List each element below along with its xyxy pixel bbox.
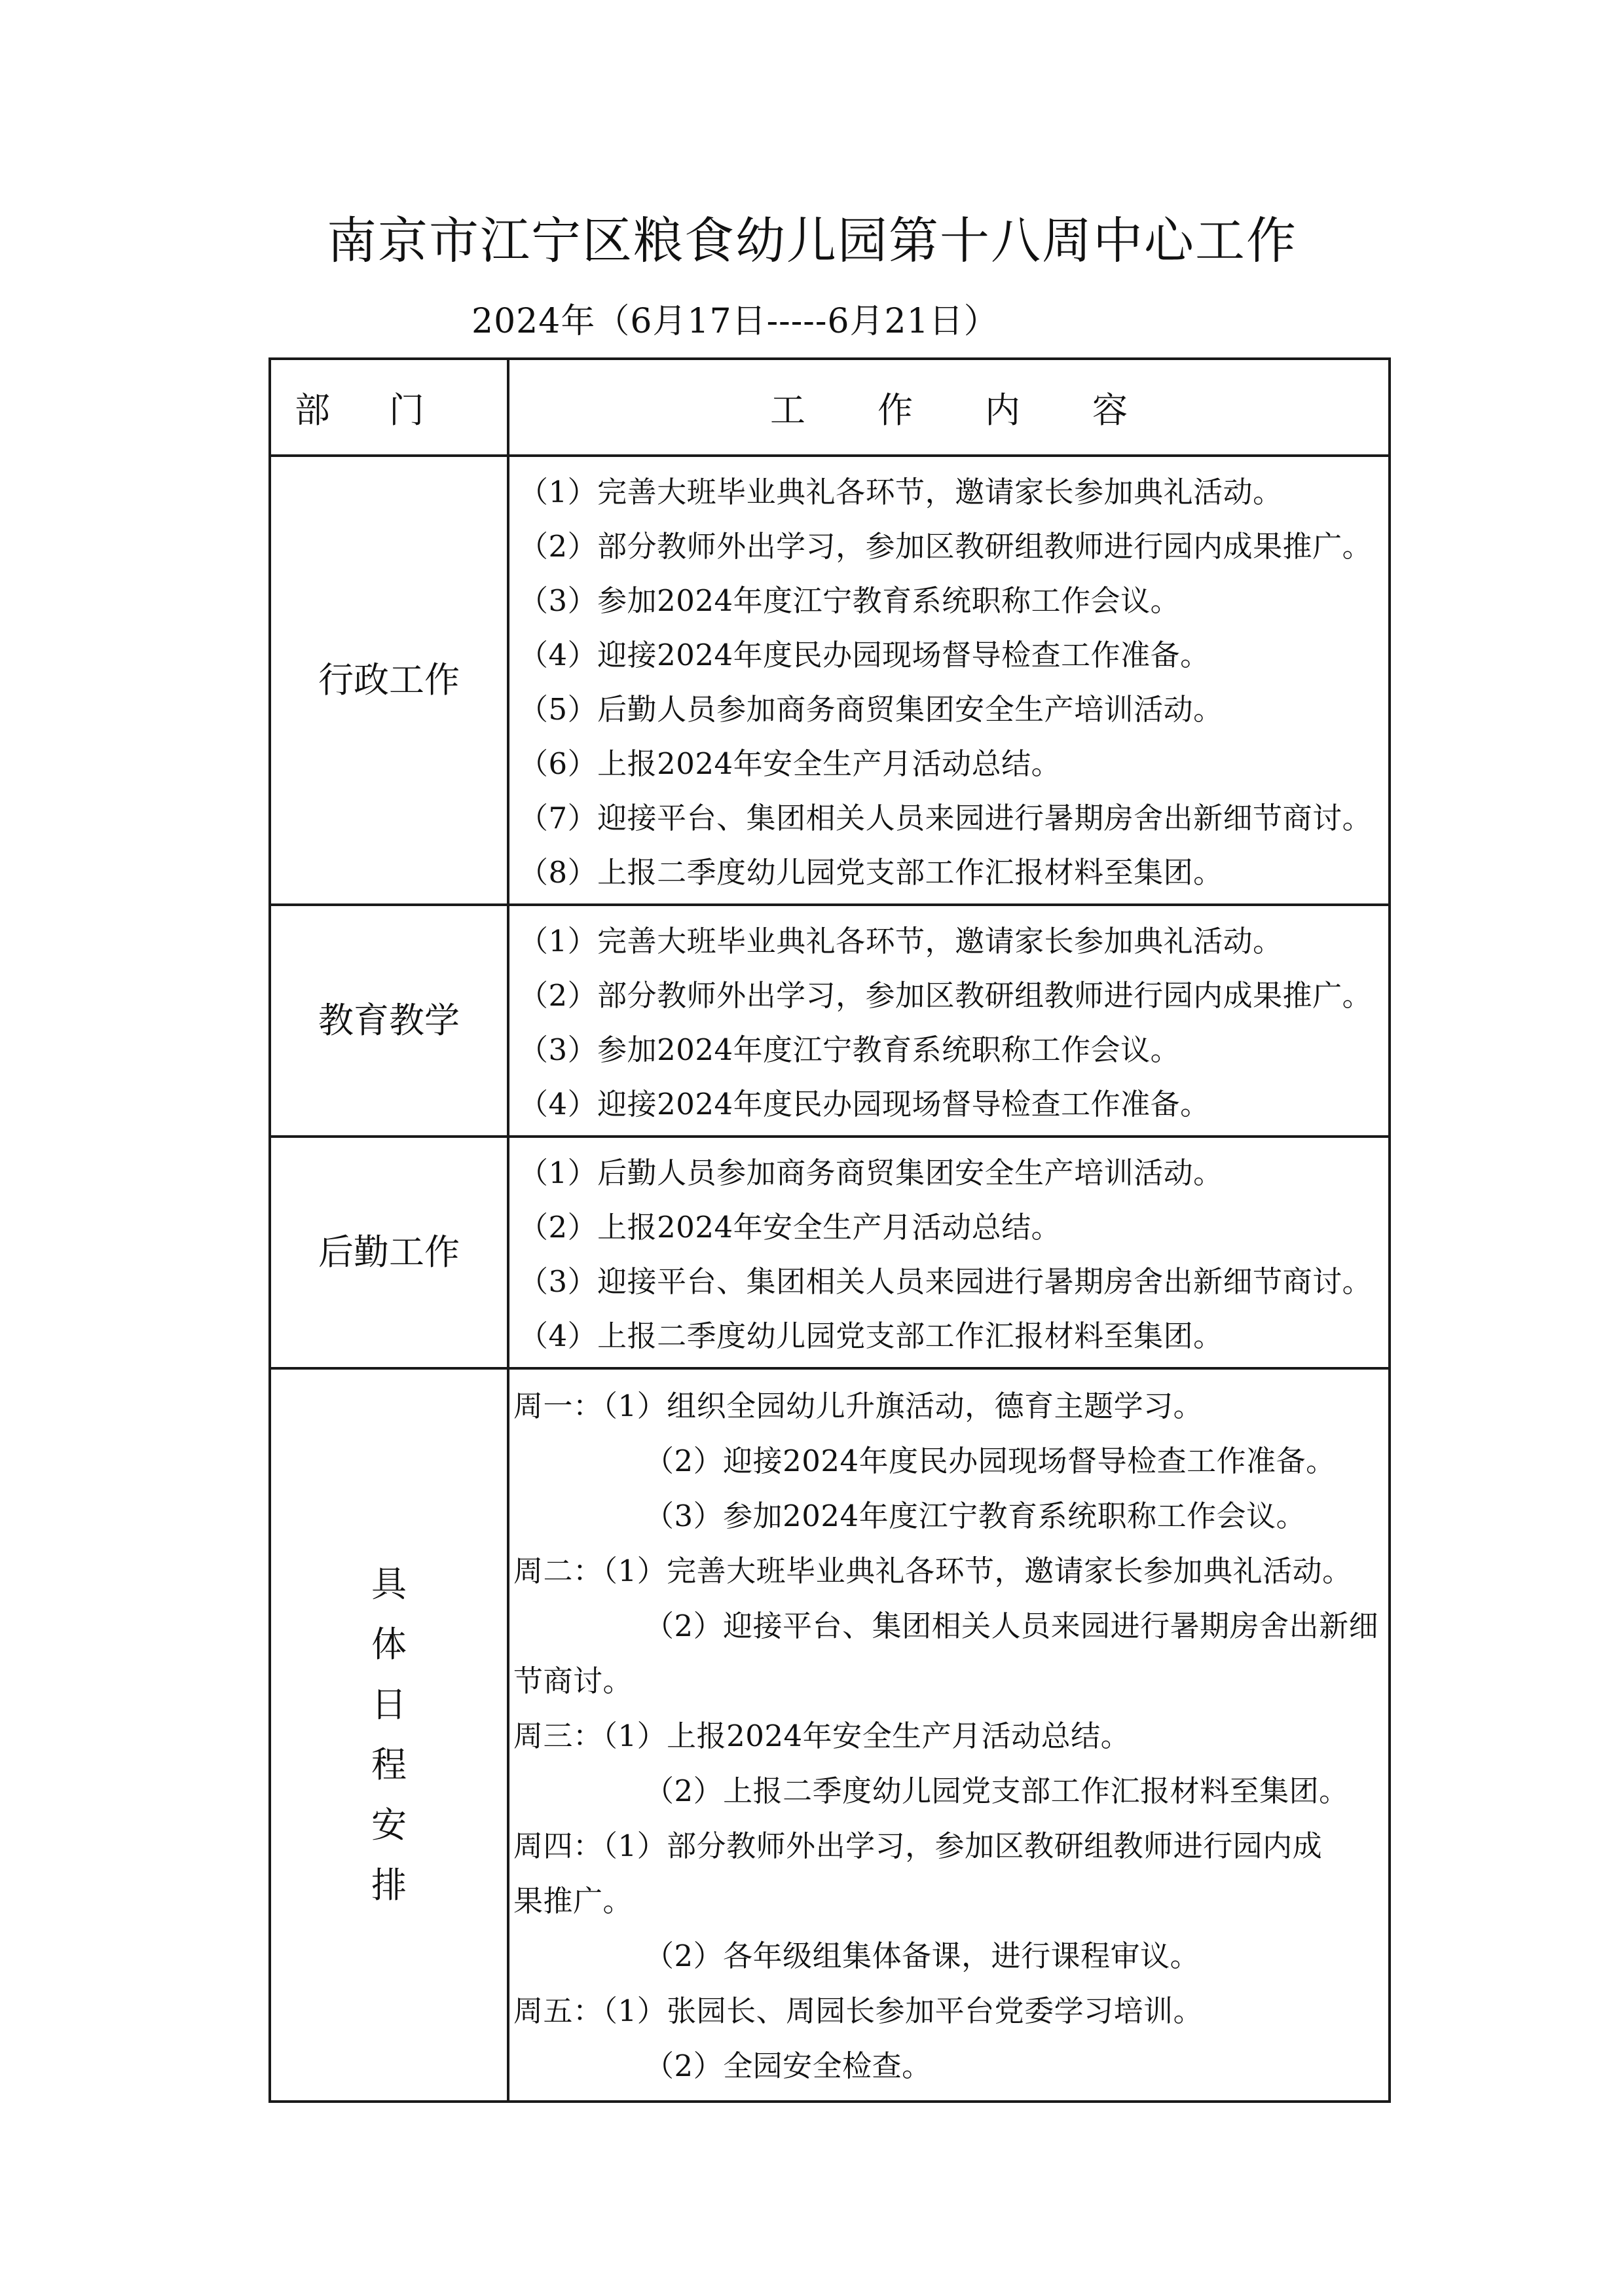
schedule-line: （2）各年级组集体备课，进行课程审议。 [644,1939,1200,1973]
table-row-logistics [270,1137,1390,1368]
schedule-line: （2）全园安全检查。 [644,2049,932,2083]
table-row-admin [270,456,1390,905]
list-item: （3）参加2024年度江宁教育系统职称工作会议。 [519,583,1181,618]
schedule-line: 周一：（1）组织全园幼儿升旗活动，德育主题学习。 [513,1389,1204,1423]
table-row-schedule [270,1368,1390,2102]
dept-schedule-char: 排 [371,1865,407,1906]
dept-schedule-char: 体 [371,1624,407,1665]
dept-schedule-char: 日 [371,1684,407,1725]
list-item: （5）后勤人员参加商务商贸集团安全生产培训活动。 [519,692,1223,727]
document-title: 南京市江宁区粮食幼儿园第十八周中心工作 [327,211,1297,270]
work-plan-table [268,357,1391,2103]
schedule-line: 周五：（1）张园长、周园长参加平台党委学习培训。 [513,1994,1204,2028]
dept-schedule-char: 程 [371,1744,407,1785]
schedule-line: 周三：（1）上报2024年安全生产月活动总结。 [513,1719,1131,1753]
schedule-line: 周四：（1）部分教师外出学习，参加区教研组教师进行园内成 [513,1829,1323,1863]
schedule-line: （2）迎接平台、集团相关人员来园进行暑期房舍出新细 [644,1609,1379,1643]
dept-schedule-char: 安 [371,1804,407,1846]
list-item: （2）上报2024年安全生产月活动总结。 [519,1210,1061,1245]
dept-schedule-char: 具 [371,1563,407,1605]
items-education [508,905,1390,1137]
table-row-education [270,905,1390,1137]
table-header-row [270,359,1390,456]
list-item: （2）部分教师外出学习，参加区教研组教师进行园内成果推广。 [519,529,1373,564]
list-item: （1）完善大班毕业典礼各环节，邀请家长参加典礼活动。 [519,475,1283,509]
dept-education: 教育教学 [270,905,508,1137]
schedule-line: 果推广。 [513,1884,633,1918]
list-item: （6）上报2024年安全生产月活动总结。 [519,746,1061,781]
list-item: （3）迎接平台、集团相关人员来园进行暑期房舍出新细节商讨。 [519,1264,1373,1299]
list-item: （4）迎接2024年度民办园现场督导检查工作准备。 [519,1087,1210,1121]
items-logistics [508,1137,1390,1368]
items-admin [508,456,1390,905]
dept-logistics: 后勤工作 [270,1137,508,1368]
dept-admin: 行政工作 [270,456,508,905]
document-date-range: 2024年（6月17日-----6月21日） [471,302,999,341]
schedule-line: 节商讨。 [513,1664,633,1698]
list-item: （7）迎接平台、集团相关人员来园进行暑期房舍出新细节商讨。 [519,801,1373,835]
schedule-line: （2）迎接2024年度民办园现场督导检查工作准备。 [644,1444,1336,1478]
list-item: （4）迎接2024年度民办园现场督导检查工作准备。 [519,638,1210,672]
list-item: （2）部分教师外出学习，参加区教研组教师进行园内成果推广。 [519,978,1373,1013]
schedule-line: 周二：（1）完善大班毕业典礼各环节，邀请家长参加典礼活动。 [513,1554,1352,1588]
schedule-line: （2）上报二季度幼儿园党支部工作汇报材料至集团。 [644,1774,1349,1808]
list-item: （3）参加2024年度江宁教育系统职称工作会议。 [519,1032,1181,1067]
list-item: （1）完善大班毕业典礼各环节，邀请家长参加典礼活动。 [519,924,1283,958]
header-dept: 部门 [270,359,508,456]
schedule-line: （3）参加2024年度江宁教育系统职称工作会议。 [644,1499,1306,1533]
dept-schedule [270,1368,508,2102]
list-item: （8）上报二季度幼儿园党支部工作汇报材料至集团。 [519,855,1223,890]
schedule-content [508,1368,1390,2102]
list-item: （1）后勤人员参加商务商贸集团安全生产培训活动。 [519,1156,1223,1190]
list-item: （4）上报二季度幼儿园党支部工作汇报材料至集团。 [519,1319,1223,1353]
header-content: 工作内容 [508,359,1390,456]
